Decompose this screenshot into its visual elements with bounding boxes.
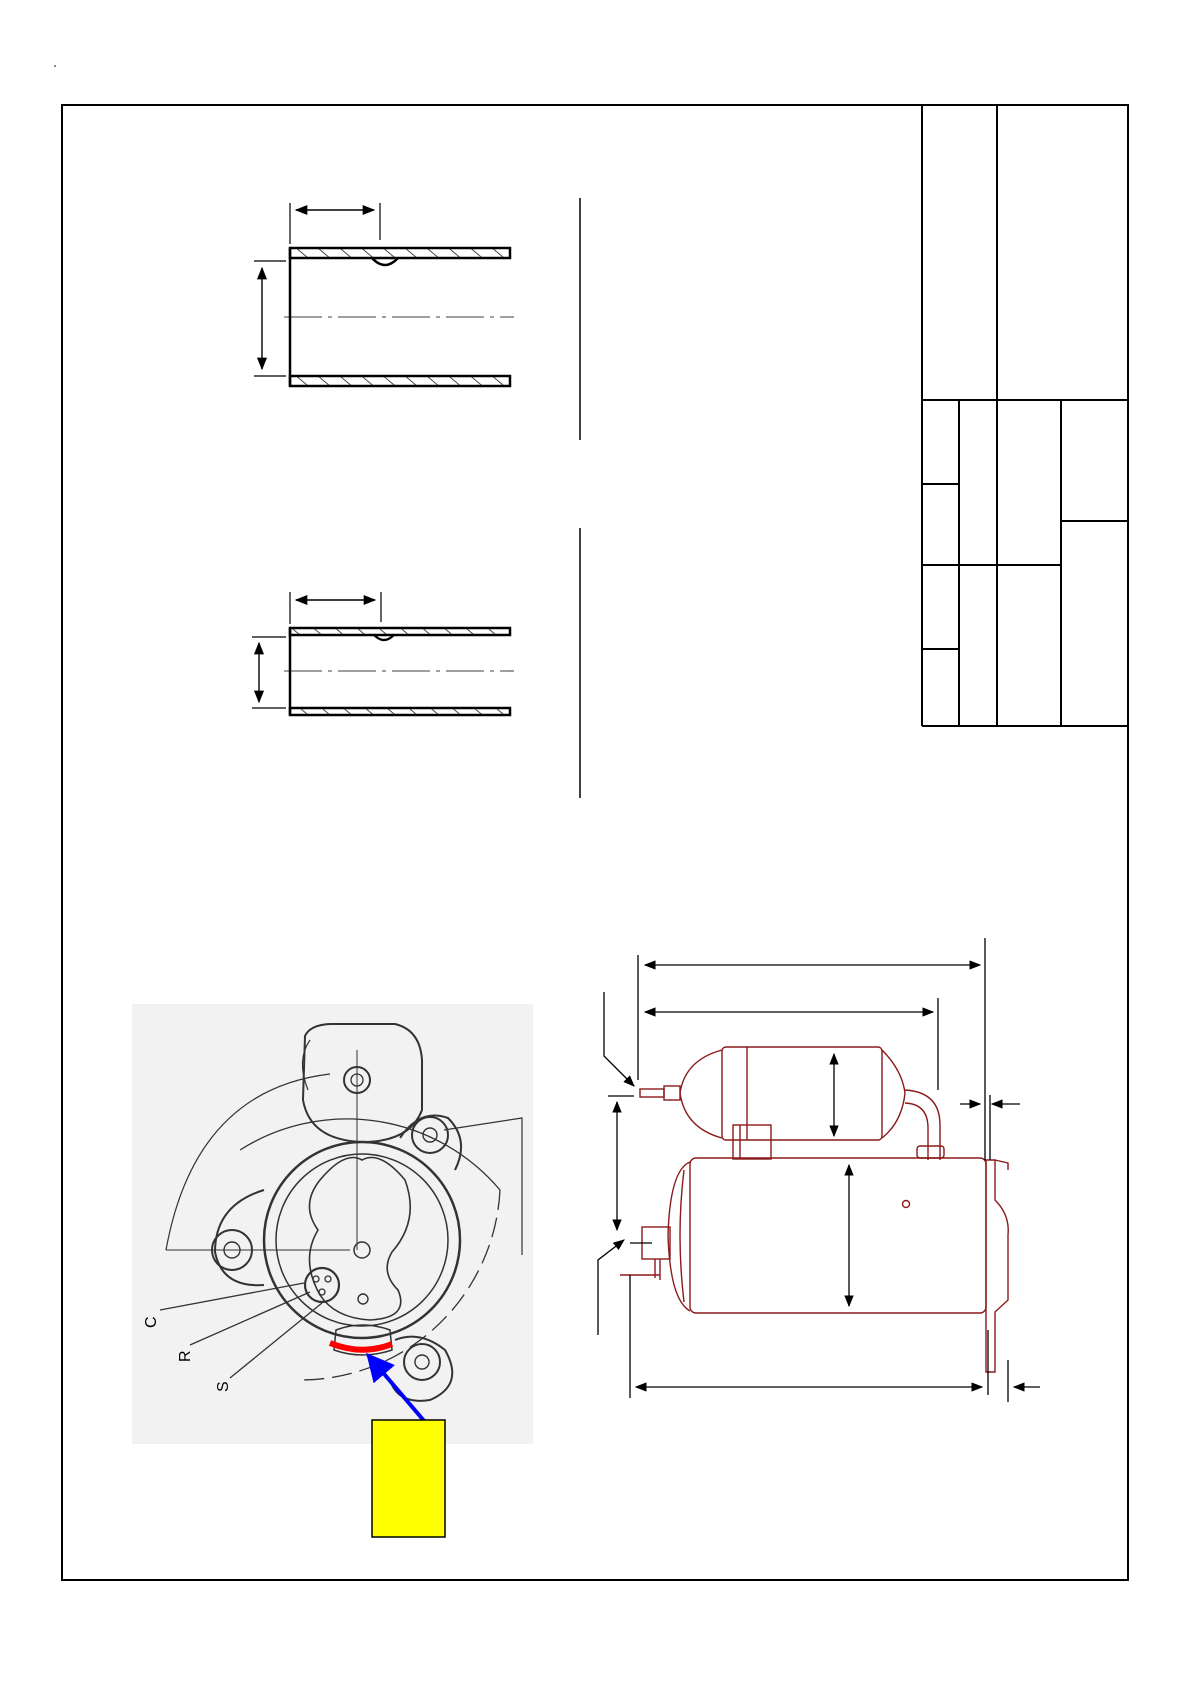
terminal-label-r: R <box>177 1350 194 1362</box>
title-block <box>922 105 1128 726</box>
compressor-top-view <box>132 1004 533 1444</box>
pipe-section-small <box>252 592 514 715</box>
terminal-label-s: S <box>215 1381 232 1392</box>
corner-mark <box>54 65 56 67</box>
pipe-section-large <box>254 203 514 386</box>
callout-box <box>372 1420 445 1537</box>
compressor-side-view <box>598 938 1040 1402</box>
terminal-label-c: C <box>143 1316 160 1328</box>
